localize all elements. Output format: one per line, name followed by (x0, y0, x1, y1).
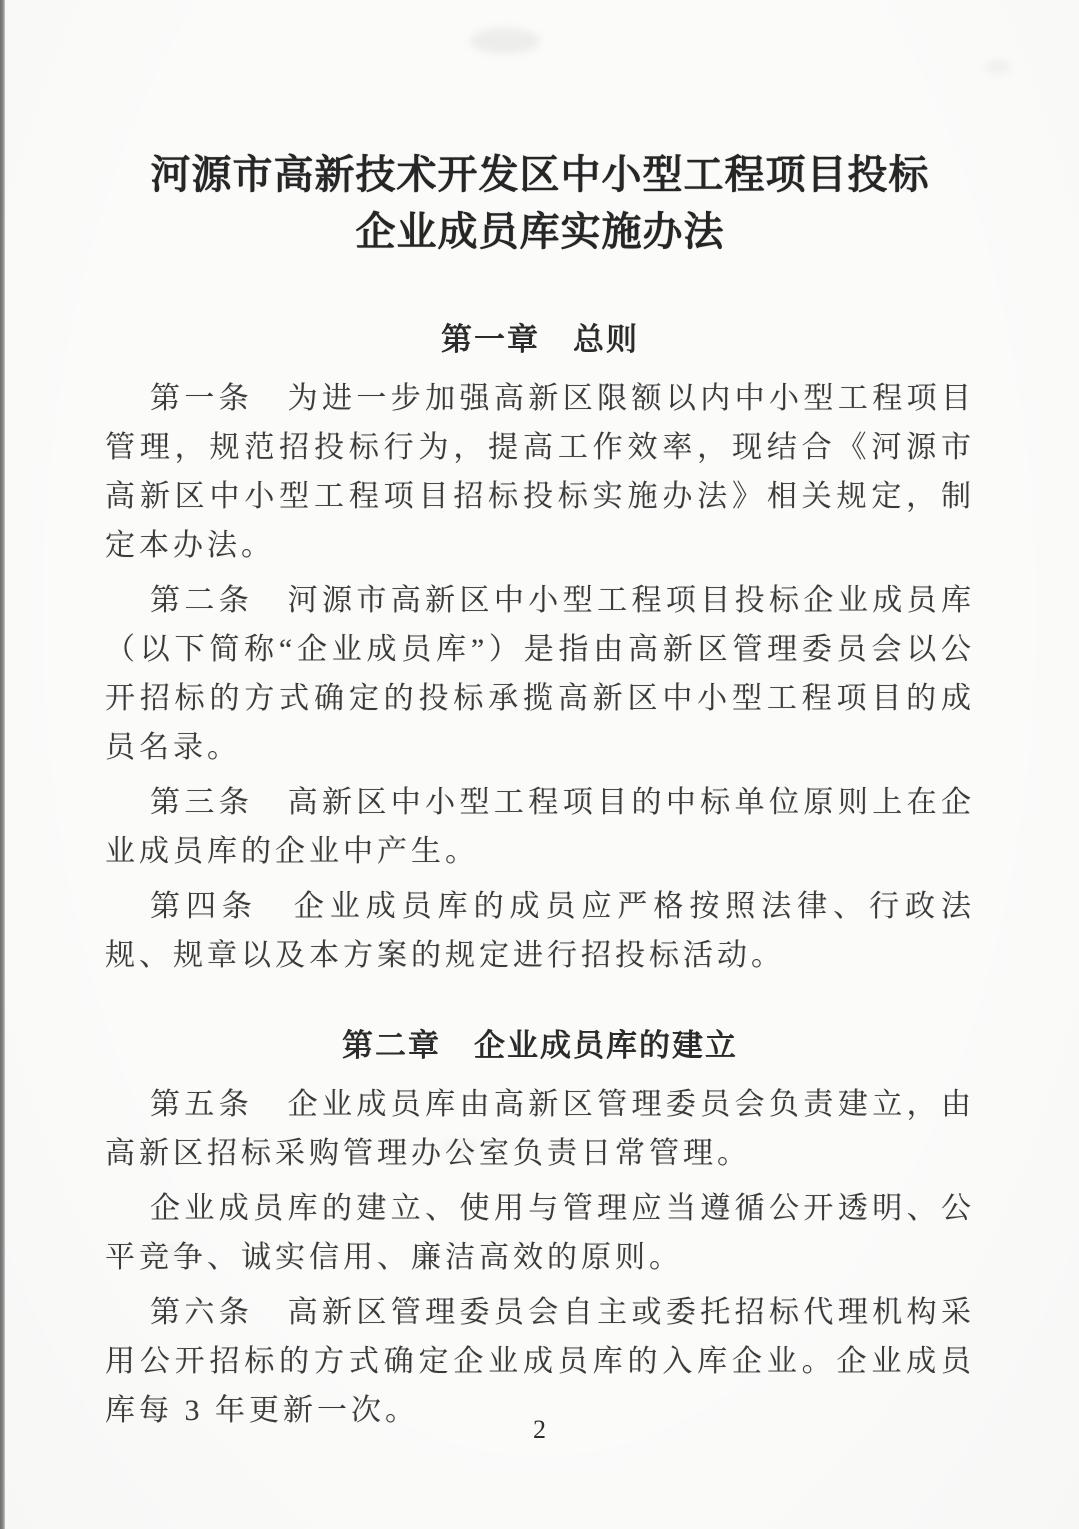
article-3-paragraph: 第三条 高新区中小型工程项目的中标单位原则上在企业成员库的企业中产生。 (105, 786, 975, 868)
chapter-2-heading: 第二章 企业成员库的建立 (342, 1028, 738, 1063)
article-5-paragraph: 第五条 企业成员库由高新区管理委员会负责建立，由高新区招标采购管理办公室负责日常管理。 (105, 1088, 975, 1170)
page-number: 2 (533, 1415, 546, 1444)
article-5-continued-paragraph: 企业成员库的建立、使用与管理应当遵循公开透明、公平竞争、诚实信用、廉洁高效的原则。 (105, 1192, 975, 1274)
document-title-line2: 企业成员库实施办法 (355, 209, 725, 254)
document-title (105, 146, 975, 260)
article-4-paragraph: 第四条 企业成员库的成员应严格按照法律、行政法规、规章以及本方案的规定进行招投标活动。 (105, 890, 975, 972)
article-2-paragraph: 第二条 河源市高新区中小型工程项目投标企业成员库（以下简称“企业成员库”）是指由高新区管理委员会以公开招标的方式确定的投标承揽高新区中小型工程项目的成员名录。 (105, 584, 975, 764)
article-6-paragraph: 第六条 高新区管理委员会自主或委托招标代理机构采用公开招标的方式确定企业成员库的入库企业。企业成员库每 3 年更新一次。 (105, 1296, 975, 1427)
article-1-paragraph: 第一条 为进一步加强高新区限额以内中小型工程项目管理，规范招投标行为，提高工作效率，现结合《河源市高新区中小型工程项目招标投标实施办法》相关规定，制定本办法。 (105, 382, 975, 562)
document-title-line1: 河源市高新技术开发区中小型工程项目投标 (150, 152, 930, 197)
chapter-1-heading: 第一章 总则 (441, 322, 639, 357)
